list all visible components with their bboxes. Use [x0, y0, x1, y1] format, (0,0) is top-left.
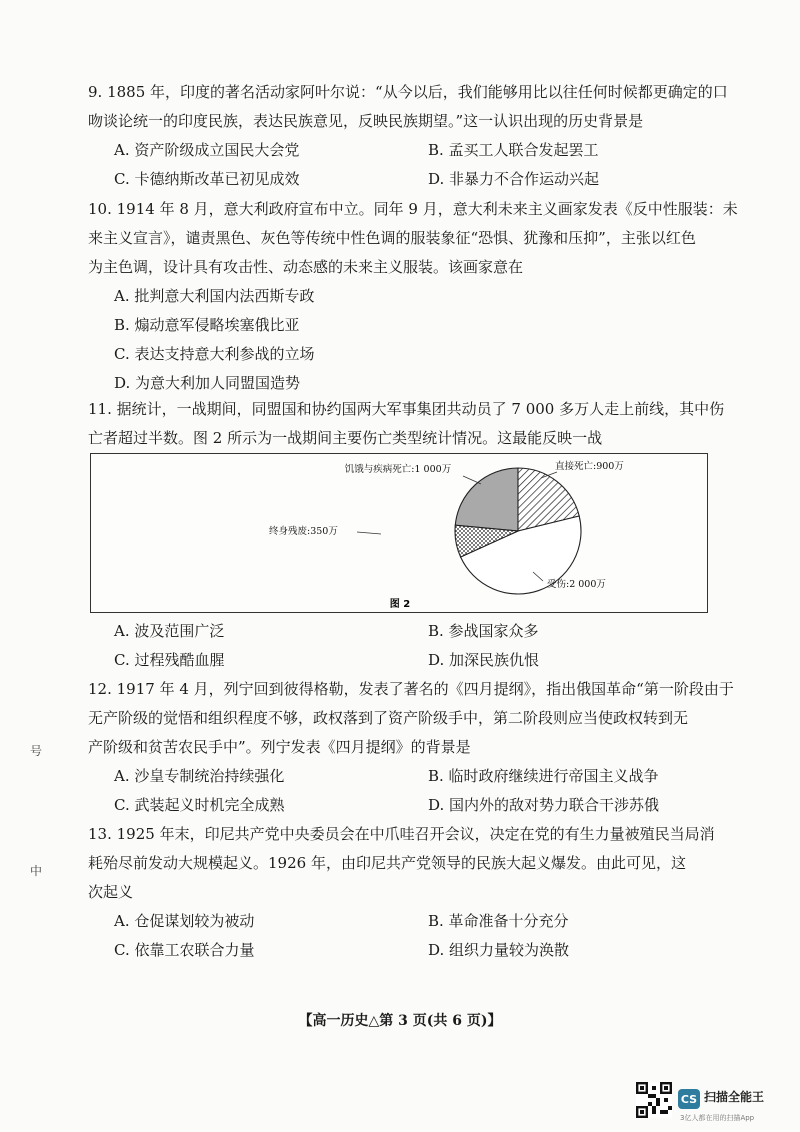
- option-c: C. 卡德纳斯改革已初见成效: [114, 170, 300, 188]
- pie-chart: [91, 454, 709, 614]
- question-12: [88, 675, 734, 820]
- option-d: D. 组织力量较为涣散: [428, 941, 570, 959]
- option-d: D. 非暴力不合作运动兴起: [428, 170, 600, 188]
- question-text-line: 产阶级和贫苦农民手中”。列宁发表《四月提纲》的背景是: [88, 738, 471, 756]
- question-text-line: 次起义: [88, 883, 134, 901]
- margin-mark: 号: [30, 744, 43, 758]
- question-11-options: [88, 617, 728, 675]
- option-b: B. 孟买工人联合发起罢工: [428, 141, 599, 159]
- pie-label-leader: [357, 532, 381, 534]
- question-text-line: 无产阶级的觉悟和组织程度不够，政权落到了资产阶级手中，第二阶段则应当使政权转到无: [88, 709, 689, 727]
- option-d: D. 为意大利加人同盟国造势: [114, 374, 301, 392]
- figure-caption: 图 2: [389, 599, 411, 610]
- option-a: A. 批判意大利国内法西斯专政: [114, 287, 315, 305]
- pie-label-leader: [463, 476, 481, 484]
- option-b: B. 革命准备十分充分: [428, 912, 569, 930]
- option-a: A. 波及范围广泛: [114, 622, 225, 640]
- question-text-line: 来主义宣言》，谴责黑色、灰色等传统中性色调的服装象征“恐惧、犹豫和压抑”，主张以红色: [88, 229, 696, 247]
- page-footer: 【高一历史△第 3 页(共 6 页)】: [298, 1013, 502, 1029]
- question-text-line: 为主色调，设计具有攻击性、动态感的未来主义服装。该画家意在: [88, 258, 524, 276]
- scanner-tagline: 3亿人都在用的扫描App: [680, 1114, 755, 1122]
- question-text-line: 10. 1914 年 8 月，意大利政府宣布中立。同年 9 月，意大利未来主义画家发表《反中性服装：未: [88, 200, 738, 218]
- option-a: A. 沙皇专制统治持续强化: [114, 767, 285, 785]
- option-c: C. 依靠工农联合力量: [114, 941, 255, 959]
- question-text-line: 耗殆尽前发动大规模起义。1926 年，由印尼共产党领导的民族大起义爆发。由此可见，这: [88, 854, 686, 872]
- option-b: B. 临时政府继续进行帝国主义战争: [428, 767, 659, 785]
- option-c: C. 表达支持意大利参战的立场: [114, 345, 315, 363]
- question-text-line: 9. 1885 年，印度的著名活动家阿叶尔说：“从今以后，我们能够用比以往任何时候都更确定的口: [88, 83, 728, 101]
- option-b: B. 参战国家众多: [428, 622, 539, 640]
- option-b: B. 煽动意军侵略埃塞俄比亚: [114, 316, 300, 334]
- question-text-line: 亡者超过半数。图 2 所示为一战期间主要伤亡类型统计情况。这最能反映一战: [88, 429, 603, 447]
- scanner-app-name: 扫描全能王: [704, 1090, 765, 1104]
- scanner-logo-icon: CS: [678, 1089, 700, 1109]
- pie-slice-label: 受伤:2 000万: [547, 579, 606, 590]
- question-13: [88, 820, 728, 965]
- question-9: [88, 78, 728, 194]
- question-11: [88, 395, 728, 453]
- pie-slice-label: 终身残废:350万: [269, 526, 338, 537]
- margin-mark: 中: [30, 864, 43, 878]
- pie-slice-label: 直接死亡:900万: [555, 461, 624, 472]
- option-c: C. 武装起义时机完全成熟: [114, 796, 285, 814]
- option-d: D. 国内外的敌对势力联合干涉苏俄: [428, 796, 660, 814]
- question-text-line: 吻谈论统一的印度民族，表达民族意见，反映民族期望。”这一认识出现的历史背景是: [88, 112, 644, 130]
- option-a: A. 资产阶级成立国民大会党: [114, 141, 300, 159]
- pie-slice-label: 饥饿与疾病死亡:1 000万: [344, 464, 452, 475]
- question-text-line: 11. 据统计，一战期间，同盟国和协约国两大军事集团共动员了 7 000 多万人走上前线，其中伤: [88, 400, 725, 418]
- question-text-line: 12. 1917 年 4 月，列宁回到彼得格勒，发表了著名的《四月提纲》，指出俄国革命“第一阶段由于: [88, 680, 734, 698]
- question-10: [88, 195, 738, 398]
- figure-2: [90, 453, 708, 613]
- option-c: C. 过程残酷血腥: [114, 651, 225, 669]
- option-a: A. 仓促谋划较为被动: [114, 912, 255, 930]
- qr-code-icon: [636, 1082, 672, 1118]
- pie-slice: [455, 468, 518, 531]
- option-d: D. 加深民族仇恨: [428, 651, 540, 669]
- question-text-line: 13. 1925 年末，印尼共产党中央委员会在中爪哇召开会议，决定在党的有生力量被殖民当局消: [88, 825, 715, 843]
